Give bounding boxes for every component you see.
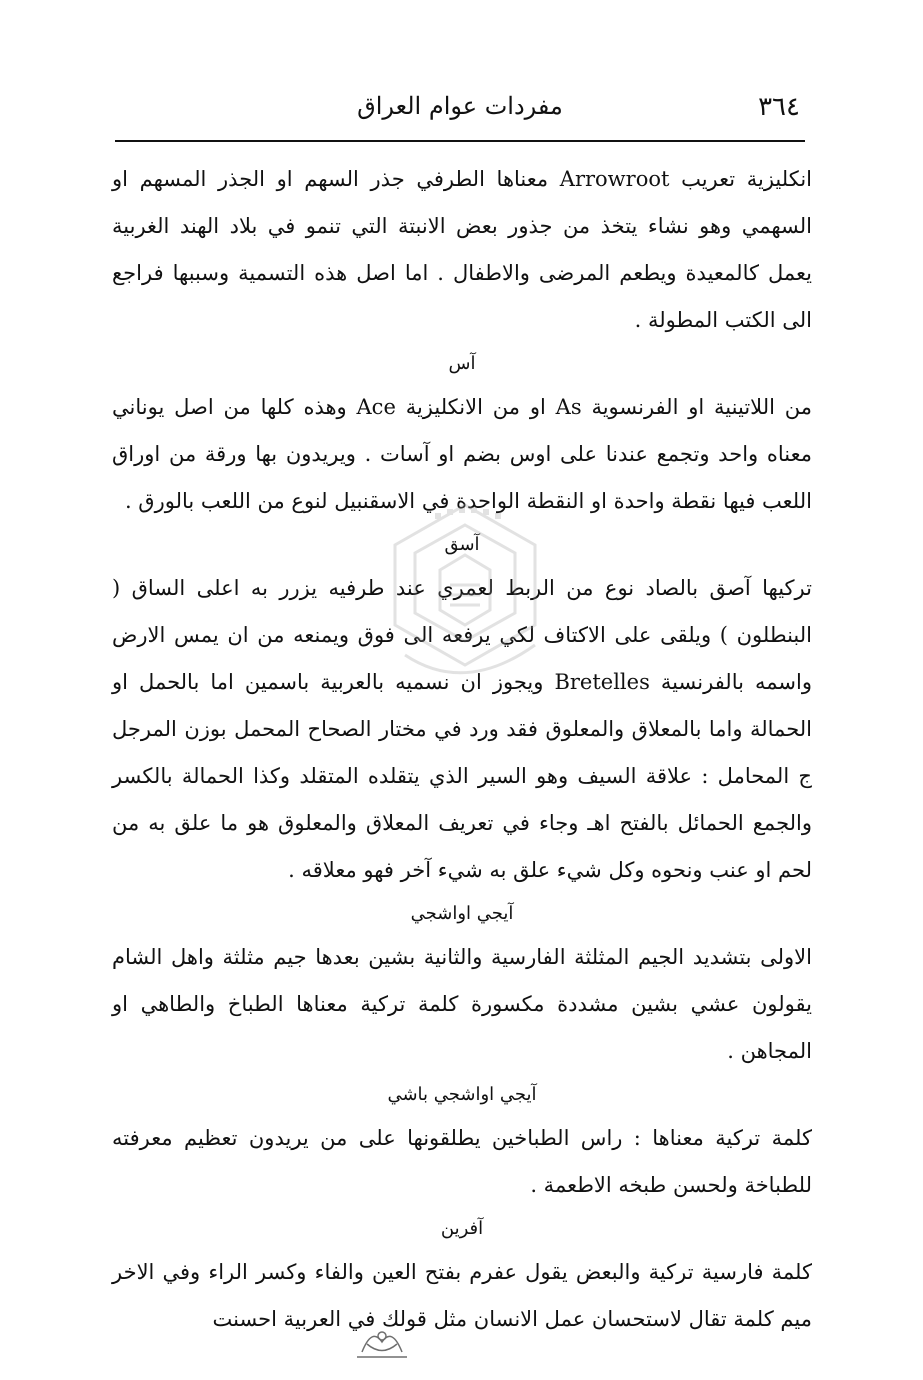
entry-heading-ashji: آيجي اواشجي — [410, 903, 514, 924]
header-rule — [115, 140, 805, 142]
entry-heading-as: آس — [448, 353, 476, 374]
entry-paragraph-as: من اللاتينية او الفرنسوية As او من الانكليزية Ace وهذه كلها من اصل يوناني معناه واحد وتجمع عندنا على اوس بضم او آسات . ويريدون بها ورقة من اوراق اللعب فيها نقطة واحدة او النقطة الواحدة في الاسقنبيل لنوع من اللعب بالورق . — [112, 395, 812, 513]
floral-ornament-icon — [352, 1322, 412, 1362]
entry-paragraph-arrowroot: انكليزية تعريب Arrowroot معناها الطرفي جذر السهم او الجذر المسهم او السهمي وهو نشاء يتخذ من جذور بعض الانبتة التي تنمو في بلاد الهند الغربية يعمل كالمعيدة ويطعم المرضى والاطفال . اما اصل هذه التسمية وسببها فراجع الى الكتب المطولة . — [112, 167, 812, 332]
entry-paragraph-asiq: تركيها آصق بالصاد نوع من الربط لعمري عند طرفيه يزرر به اعلى الساق ( البنطلون ) ويلقى على الاكتاف لكي يرفعه الى فوق ويمنعه من ان يمس الارض واسمه بالفرنسية Bretelles ويجوز ان نسميه بالعربية باسمين اما بالحمل او الحمالة واما بالمعلاق والمعلوق فقد ورد في مختار الصحاح المحمل بوزن المرجل ج المحامل : علاقة السيف وهو السير الذي يتقلده المتقلد وكذا الحمالة بالكسر والجمع الحمائل بالفتح اهـ وجاء في تعريف المعلاق والمعلوق هو ما علق به من لحم او عنب ونحوه وكل شيء علق به شيء آخر فهو معلاقه . — [112, 576, 813, 882]
entry-paragraph-ashji-bashi: كلمة تركية معناها : راس الطباخين يطلقونها على من يريدون تعظيم معرفته للطباخة ولحسن طبخه الاطعمة . — [112, 1126, 812, 1197]
running-title: مفردات عوام العراق — [357, 92, 563, 120]
entry-paragraph-afarin: كلمة فارسية تركية والبعض يقول عفرم بفتح العين والفاء وكسر الراء وفي الاخر ميم كلمة تقال لاستحسان عمل الانسان مثل قولك في العربية احسنت — [112, 1260, 812, 1331]
entry-heading-ashji-bashi: آيجي اواشجي باشي — [387, 1084, 537, 1105]
body-text — [112, 156, 812, 1343]
entry-heading-asiq: آسق — [444, 534, 480, 555]
page-header — [120, 92, 800, 132]
entry-heading-afarin: آفرين — [440, 1218, 484, 1239]
page-number: ٣٦٤ — [758, 92, 800, 122]
entry-paragraph-ashji: الاولى بتشديد الجيم المثلثة الفارسية والثانية بشين بعدها جيم مثلثة واهل الشام يقولون عشي بشين مشددة مكسورة كلمة تركية معناها الطباخ والطاهي او المجاهن . — [112, 945, 812, 1063]
